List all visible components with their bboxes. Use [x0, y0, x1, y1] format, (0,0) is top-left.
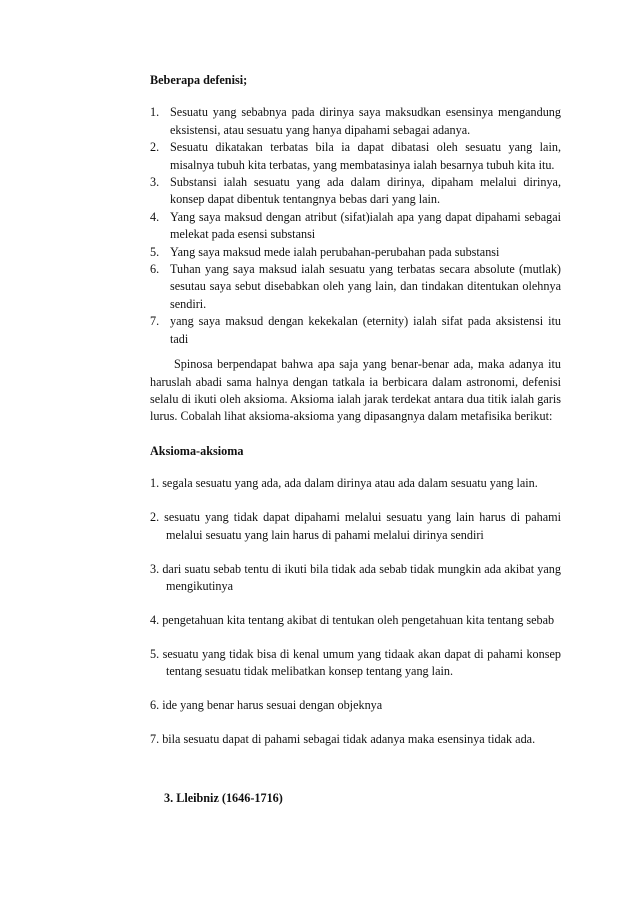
definition-item	[150, 313, 561, 348]
definition-text: Sesuatu yang sebabnya pada dirinya saya maksudkan esensinya mengandung eksistensi, atau sesuatu yang hanya dipahami sebagai adanya.	[170, 105, 561, 137]
definition-item	[150, 209, 561, 244]
definition-text: Substansi ialah sesuatu yang ada dalam dirinya, dipaham melalui dirinya, konsep dapat dibentuk tentangnya bebas dari yang lain.	[170, 175, 561, 207]
definition-number: 1.	[150, 105, 160, 120]
axiom-item: 2. sesuatu yang tidak dapat dipahami melalui sesuatu yang lain harus di pahami melalui sesuatu yang lain harus di pahami melalui dirinya sendiri	[150, 510, 561, 542]
axioms-heading: Aksioma-aksioma	[150, 443, 244, 458]
definition-number: 4.	[150, 209, 160, 224]
definition-text: Tuhan yang saya maksud ialah sesuatu yang terbatas secara absolute (mutlak) sesutau saya sebut disebabkan oleh yang lain, dan tindakan ditentukan olehnya sendiri.	[170, 262, 561, 311]
axioms-list	[150, 475, 561, 749]
axiom-item: 1. segala sesuatu yang ada, ada dalam dirinya atau ada dalam sesuatu yang lain.	[150, 476, 538, 491]
section-heading: 3. Lleibniz (1646-1716)	[164, 791, 283, 805]
definition-item	[150, 244, 561, 261]
definition-number: 5.	[150, 244, 160, 259]
definition-number: 3.	[150, 175, 160, 190]
definition-number: 7.	[150, 314, 160, 329]
definition-text: Yang saya maksud mede ialah perubahan-perubahan pada substansi	[170, 244, 500, 259]
definition-item	[150, 261, 561, 313]
spinosa-paragraph: Spinosa berpendapat bahwa apa saja yang benar-benar ada, maka adanya itu haruslah abadi sama halnya dengan tatkala ia berbicara dalam astronomi, defenisi selalu di ikuti oleh aksioma. Aksioma ialah jarak terdekat antara dua titik ialah garis lurus. Cobalah lihat aksioma-aksioma yang dipasangnya dalam metafisika berikut:	[150, 357, 561, 424]
definition-text: yang saya maksud dengan kekekalan (eternity) ialah sifat pada aksistensi itu tadi	[170, 314, 561, 346]
axiom-item: 4. pengetahuan kita tentang akibat di tentukan oleh pengetahuan kita tentang sebab	[150, 612, 555, 627]
document-body	[150, 72, 561, 765]
definition-number: 6.	[150, 262, 160, 277]
definition-item	[150, 139, 561, 174]
definition-number: 2.	[150, 140, 160, 155]
axiom-item: 5. sesuatu yang tidak bisa di kenal umum yang tidaak akan dapat di pahami konsep tentang sesuatu tidak melibatkan konsep tentang yang lain.	[150, 646, 561, 679]
definition-text: Yang saya maksud dengan atribut (sifat)ialah apa yang dapat dipahami sebagai melekat pada esensi substansi	[170, 209, 561, 242]
definition-item	[150, 104, 561, 139]
axiom-item: 7. bila sesuatu dapat di pahami sebagai tidak adanya maka esensinya tidak ada.	[150, 732, 536, 747]
definition-item	[150, 174, 561, 209]
axiom-item: 6. ide yang benar harus sesuai dengan objeknya	[150, 698, 383, 713]
definition-text: Sesuatu dikatakan terbatas bila ia dapat dibatasi oleh sesuatu yang lain, misalnya tubuh kita terbatas, yang membatasinya ialah besarnya tubuh kita itu.	[170, 140, 561, 172]
axiom-item: 3. dari suatu sebab tentu di ikuti bila tidak ada sebab tidak mungkin ada akibat yang mengikutinya	[150, 561, 561, 593]
definitions-list	[150, 104, 561, 348]
definitions-heading: Beberapa defenisi;	[150, 73, 248, 87]
